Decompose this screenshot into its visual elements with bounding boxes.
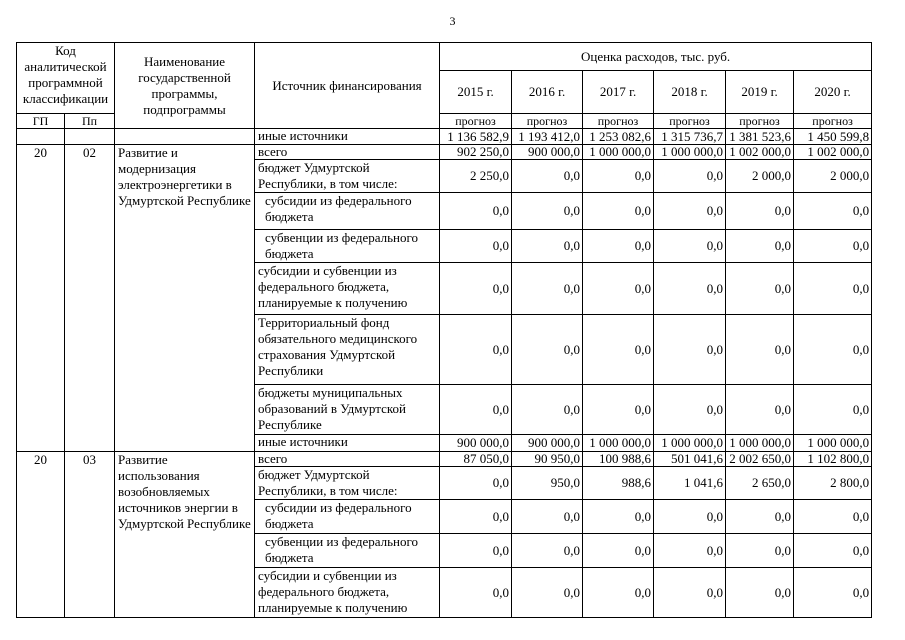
value-cell: 1 315 736,7 (654, 129, 726, 145)
value-cell: 0,0 (583, 160, 654, 193)
value-cell: 1 381 523,6 (726, 129, 794, 145)
value-cell: 2 650,0 (726, 467, 794, 500)
value-cell: 0,0 (654, 534, 726, 568)
value-cell: 0,0 (794, 385, 872, 435)
header-year: 2016 г. (512, 71, 583, 114)
value-cell: 900 000,0 (512, 435, 583, 452)
pp-cell (65, 129, 115, 145)
value-cell: 1 102 800,0 (794, 452, 872, 467)
header-gp: ГП (17, 114, 65, 129)
page-number: 3 (449, 14, 456, 28)
header-forecast: прогноз (794, 114, 872, 129)
value-cell: 1 193 412,0 (512, 129, 583, 145)
value-cell: 0,0 (654, 230, 726, 263)
subprogram-name: Развитие использования возобновляемых источников энергии в Удмуртской Республике (115, 452, 255, 618)
value-cell: 0,0 (654, 315, 726, 385)
value-cell: 0,0 (440, 315, 512, 385)
value-cell: 501 041,6 (654, 452, 726, 467)
value-cell: 1 000 000,0 (726, 435, 794, 452)
value-cell: 0,0 (512, 263, 583, 315)
header-funding-source: Источник финансирования (255, 43, 440, 129)
value-cell: 0,0 (583, 263, 654, 315)
value-cell: 0,0 (583, 500, 654, 534)
value-cell: 0,0 (440, 230, 512, 263)
value-cell: 988,6 (583, 467, 654, 500)
value-cell: 900 000,0 (512, 145, 583, 160)
value-cell: 1 000 000,0 (654, 435, 726, 452)
value-cell: 0,0 (726, 568, 794, 618)
value-cell: 2 000,0 (726, 160, 794, 193)
value-cell: 2 250,0 (440, 160, 512, 193)
value-cell: 0,0 (794, 500, 872, 534)
value-cell: 0,0 (440, 500, 512, 534)
funding-source: субсидии и субвенции из федерального бюджета, планируемые к получению (255, 568, 440, 618)
value-cell: 0,0 (440, 534, 512, 568)
value-cell: 0,0 (512, 230, 583, 263)
value-cell: 0,0 (654, 500, 726, 534)
value-cell: 2 002 650,0 (726, 452, 794, 467)
value-cell: 0,0 (726, 534, 794, 568)
header-forecast: прогноз (512, 114, 583, 129)
value-cell: 1 002 000,0 (794, 145, 872, 160)
value-cell: 0,0 (512, 193, 583, 230)
expenditure-table (16, 42, 872, 618)
funding-source: Территориальный фонд обязательного медицинского страхования Удмуртской Республики (255, 315, 440, 385)
value-cell: 0,0 (440, 385, 512, 435)
value-cell: 0,0 (794, 263, 872, 315)
value-cell: 1 000 000,0 (654, 145, 726, 160)
value-cell: 0,0 (583, 385, 654, 435)
value-cell: 1 136 582,9 (440, 129, 512, 145)
funding-source: субсидии из федерального бюджета (255, 193, 440, 230)
value-cell: 0,0 (440, 568, 512, 618)
funding-source: субвенции из федерального бюджета (255, 534, 440, 568)
value-cell: 0,0 (794, 230, 872, 263)
header-year: 2019 г. (726, 71, 794, 114)
value-cell: 1 000 000,0 (583, 435, 654, 452)
pp-code: 02 (65, 145, 115, 452)
header-forecast: прогноз (440, 114, 512, 129)
value-cell: 0,0 (654, 193, 726, 230)
value-cell: 0,0 (726, 315, 794, 385)
value-cell: 90 950,0 (512, 452, 583, 467)
value-cell: 0,0 (654, 263, 726, 315)
value-cell: 0,0 (726, 193, 794, 230)
value-cell: 1 002 000,0 (726, 145, 794, 160)
value-cell: 0,0 (512, 534, 583, 568)
header-forecast: прогноз (654, 114, 726, 129)
value-cell: 0,0 (794, 534, 872, 568)
name-cell (115, 129, 255, 145)
value-cell: 1 000 000,0 (583, 145, 654, 160)
value-cell: 900 000,0 (440, 435, 512, 452)
value-cell: 950,0 (512, 467, 583, 500)
funding-source: всего (255, 145, 440, 160)
value-cell: 0,0 (726, 500, 794, 534)
value-cell: 0,0 (583, 534, 654, 568)
value-cell: 1 450 599,8 (794, 129, 872, 145)
subprogram-name: Развитие и модернизация электроэнергетики в Удмуртской Республике (115, 145, 255, 452)
value-cell: 100 988,6 (583, 452, 654, 467)
header-program-name: Наименование государственной программы, подпрограммы (115, 43, 255, 129)
value-cell: 0,0 (512, 500, 583, 534)
header-year: 2020 г. (794, 71, 872, 114)
value-cell: 0,0 (794, 193, 872, 230)
funding-source: субвенции из федерального бюджета (255, 230, 440, 263)
value-cell: 2 800,0 (794, 467, 872, 500)
value-cell: 0,0 (512, 160, 583, 193)
value-cell: 1 000 000,0 (794, 435, 872, 452)
value-cell: 0,0 (583, 193, 654, 230)
funding-source: иные источники (255, 435, 440, 452)
funding-source: бюджет Удмуртской Республики, в том числе: (255, 160, 440, 193)
value-cell: 0,0 (654, 385, 726, 435)
value-cell: 0,0 (726, 230, 794, 263)
value-cell: 902 250,0 (440, 145, 512, 160)
source-cell: иные источники (255, 129, 440, 145)
value-cell: 0,0 (794, 315, 872, 385)
value-cell: 1 253 082,6 (583, 129, 654, 145)
funding-source: субсидии и субвенции из федерального бюджета, планируемые к получению (255, 263, 440, 315)
value-cell: 0,0 (654, 160, 726, 193)
table-row (17, 145, 872, 160)
value-cell: 0,0 (583, 230, 654, 263)
funding-source: субсидии из федерального бюджета (255, 500, 440, 534)
value-cell: 1 041,6 (654, 467, 726, 500)
gp-code: 20 (17, 145, 65, 452)
header-year: 2018 г. (654, 71, 726, 114)
value-cell: 87 050,0 (440, 452, 512, 467)
value-cell: 0,0 (512, 385, 583, 435)
value-cell: 0,0 (583, 568, 654, 618)
value-cell: 0,0 (794, 568, 872, 618)
funding-source: бюджеты муниципальных образований в Удмуртской Республике (255, 385, 440, 435)
header-pp: Пп (65, 114, 115, 129)
header-code-group: Код аналитической программной классификации (17, 43, 115, 114)
funding-source: бюджет Удмуртской Республики, в том числе: (255, 467, 440, 500)
value-cell: 0,0 (440, 467, 512, 500)
value-cell: 0,0 (512, 568, 583, 618)
value-cell: 0,0 (726, 263, 794, 315)
value-cell: 0,0 (512, 315, 583, 385)
value-cell: 0,0 (654, 568, 726, 618)
value-cell: 0,0 (583, 315, 654, 385)
gp-code: 20 (17, 452, 65, 618)
table-row (17, 452, 872, 467)
header-year: 2015 г. (440, 71, 512, 114)
value-cell: 2 000,0 (794, 160, 872, 193)
header-forecast: прогноз (726, 114, 794, 129)
header-forecast: прогноз (583, 114, 654, 129)
value-cell: 0,0 (440, 263, 512, 315)
header-year: 2017 г. (583, 71, 654, 114)
header-estimate: Оценка расходов, тыс. руб. (440, 43, 872, 71)
value-cell: 0,0 (440, 193, 512, 230)
gp-cell (17, 129, 65, 145)
pp-code: 03 (65, 452, 115, 618)
value-cell: 0,0 (726, 385, 794, 435)
funding-source: всего (255, 452, 440, 467)
